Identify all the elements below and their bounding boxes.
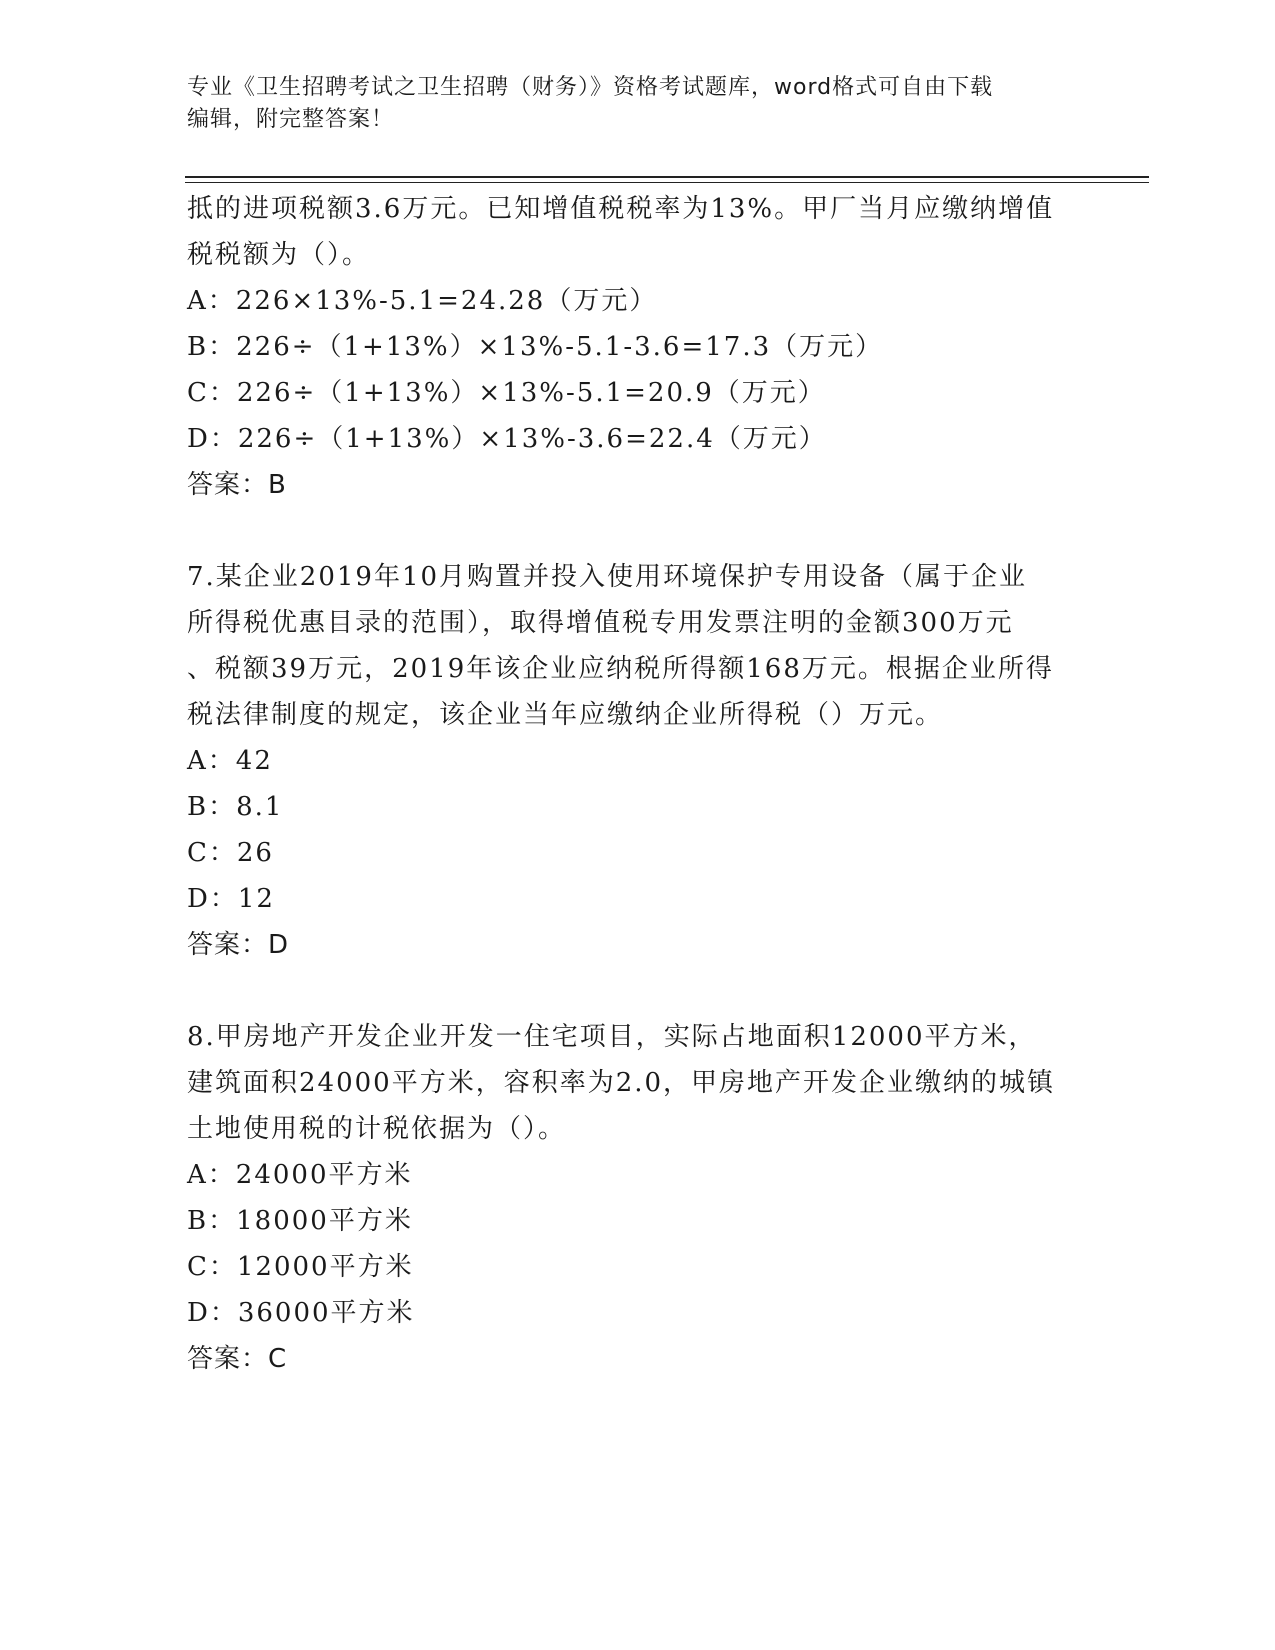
option-b: B：18000平方米 <box>187 1206 413 1236</box>
option-d: D：226÷（1+13%）×13%-3.6=22.4（万元） <box>187 424 827 454</box>
question-stem-line: 抵的进项税额3.6万元。已知增值税税率为13%。甲厂当月应缴纳增值 <box>187 194 1055 224</box>
option-b: B：8.1 <box>187 792 284 822</box>
question-8 <box>187 1014 1087 1382</box>
header-rule-thick <box>185 176 1149 178</box>
question-7 <box>187 554 1087 968</box>
answer: 答案：D <box>187 930 290 960</box>
question-stem-line: 税税额为（）。 <box>187 240 371 270</box>
header-rule-thin <box>185 182 1149 183</box>
question-stem-line: 土地使用税的计税依据为（）。 <box>187 1114 567 1144</box>
question-stem-line: 所得税优惠目录的范围），取得增值税专用发票注明的金额300万元 <box>187 608 1014 638</box>
option-c: C：226÷（1+13%）×13%-5.1=20.9（万元） <box>187 378 826 408</box>
question-stem-line: 税法律制度的规定，该企业当年应缴纳企业所得税（）万元。 <box>187 700 944 730</box>
header-line-2: 编辑，附完整答案！ <box>187 107 395 132</box>
spacer <box>187 968 1087 1014</box>
answer: 答案：C <box>187 1344 288 1374</box>
option-c: C：26 <box>187 838 274 868</box>
question-stem-line: 7.某企业2019年10月购置并投入使用环境保护专用设备（属于企业 <box>187 562 1028 592</box>
option-d: D：12 <box>187 884 275 914</box>
option-a: A：226×13%-5.1=24.28（万元） <box>187 286 658 316</box>
option-a: A：42 <box>187 746 273 776</box>
header-line-1: 专业《卫生招聘考试之卫生招聘（财务）》资格考试题库，word格式可自由下载 <box>187 75 994 100</box>
document-header <box>187 72 1077 136</box>
option-b: B：226÷（1+13%）×13%-5.1-3.6=17.3（万元） <box>187 332 884 362</box>
answer: 答案：B <box>187 470 287 500</box>
question-stem-line: 、税额39万元，2019年该企业应纳税所得额168万元。根据企业所得 <box>187 654 1054 684</box>
question-6 <box>187 186 1087 508</box>
option-a: A：24000平方米 <box>187 1160 413 1190</box>
question-stem-line: 8.甲房地产开发企业开发一住宅项目，实际占地面积12000平方米， <box>187 1022 1037 1052</box>
question-stem-line: 建筑面积24000平方米，容积率为2.0，甲房地产开发企业缴纳的城镇 <box>187 1068 1056 1098</box>
document-body <box>187 186 1087 1382</box>
spacer <box>187 508 1087 554</box>
option-c: C：12000平方米 <box>187 1252 414 1282</box>
option-d: D：36000平方米 <box>187 1298 415 1328</box>
